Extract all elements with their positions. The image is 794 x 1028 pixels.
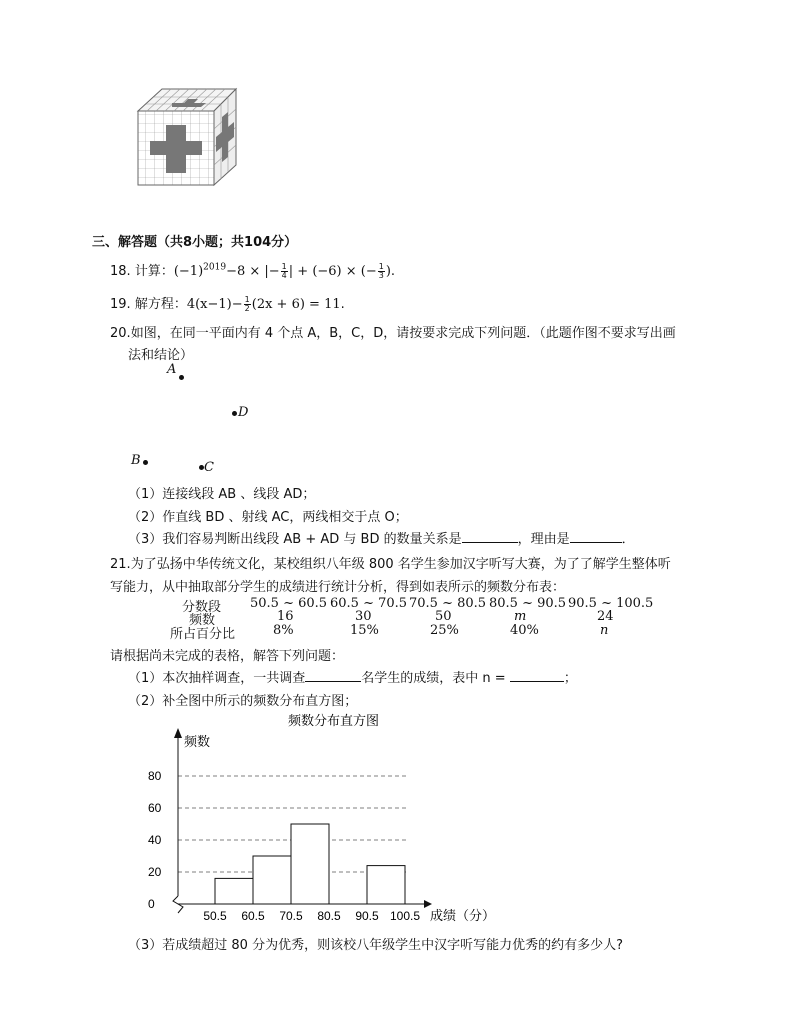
x-tick-label: 50.5 xyxy=(203,909,227,923)
q20-sub3 xyxy=(128,528,635,547)
q21-sub1-b: 名学生的成绩，表中 n = xyxy=(361,671,510,686)
q19-fraction: $\frac{1}{2}$ xyxy=(244,295,250,313)
question-18: 18. 计算：$(-1)^{2019}-8$ × |− $\frac{1}{4}$ | + (−6) × (− $\frac{1}{3}$ ). xyxy=(110,262,396,280)
q20-answer-blank-1[interactable] xyxy=(462,530,518,543)
table-pct-cell: 8% xyxy=(273,623,294,638)
table-freq-cell: 30 xyxy=(355,609,372,624)
q20-text-line2: 法和结论） xyxy=(128,348,194,363)
q20-sub2: （2）作直线 BD 、射线 AC，两线相交于点 O； xyxy=(128,510,408,525)
point-a xyxy=(179,375,184,380)
q20-sub3-a: （3）我们容易判断出线段 AB + AD 与 BD 的数量关系是 xyxy=(128,532,462,547)
q18-abs-fraction: $\frac{1}{4}$ xyxy=(281,262,287,280)
histogram-bar xyxy=(253,856,291,904)
table-range-cell: 50.5 ~ 60.5 xyxy=(250,596,328,611)
table-range-cell: 60.5 ~ 70.5 xyxy=(330,596,408,611)
point-b xyxy=(143,460,148,465)
q20-number: 20. xyxy=(110,326,131,341)
table-pct-cell: n xyxy=(600,623,609,638)
table-freq-cell: 24 xyxy=(597,609,614,624)
histogram-bar xyxy=(367,866,405,904)
q18-expr-c: + (−6) × xyxy=(293,264,361,279)
y-tick-label: 20 xyxy=(148,865,162,879)
histogram-bar xyxy=(215,878,253,904)
q21-sub1 xyxy=(128,667,577,686)
x-tick-label: 80.5 xyxy=(317,909,341,923)
question-21-line1 xyxy=(110,553,671,572)
x-tick-label: 100.5 xyxy=(389,909,421,923)
y-tick-label: 80 xyxy=(148,769,162,783)
x-axis-label: 成绩（分） xyxy=(430,909,496,924)
q20-sub1: （1）连接线段 AB 、线段 AD； xyxy=(128,487,316,502)
x-tick-label: 90.5 xyxy=(355,909,379,923)
point-d xyxy=(232,411,237,416)
section-title: 三、解答题（共8小题；共104分） xyxy=(92,235,298,250)
y-axis-arrow xyxy=(174,728,182,738)
q19-end: . xyxy=(340,297,345,312)
cube-figure xyxy=(136,87,246,187)
q18-exponent: 2019 xyxy=(203,262,227,273)
q18-paren-fraction: $\frac{1}{3}$ xyxy=(378,262,384,280)
table-pct-cell: 40% xyxy=(510,623,539,638)
q21-sub1-c: ； xyxy=(563,671,577,686)
question-20-line1 xyxy=(110,322,676,341)
table-freq-cell: 50 xyxy=(435,609,452,624)
y-tick-label: 0 xyxy=(148,897,155,911)
question-19 xyxy=(110,293,345,313)
q18-expr-a: (−1) xyxy=(173,264,204,279)
q18-number: 18. xyxy=(110,264,131,279)
table-row-label-pct: 所占百分比 xyxy=(170,627,236,642)
y-tick-label: 60 xyxy=(148,801,162,815)
y-axis-label: 频数 xyxy=(184,735,211,750)
q21-sub3: （3）若成绩超过 80 分为优秀，则该校八年级学生中汉字听写能力优秀的约有多少人? xyxy=(128,938,623,953)
q19-expr-a: 4(x−1)− xyxy=(186,297,243,312)
q21-text-line2: 写能力，从中抽取部分学生的成绩进行统计分析，得到如表所示的频数分布表： xyxy=(110,580,566,595)
histogram-chart xyxy=(140,708,520,928)
q18-end: . xyxy=(390,264,396,279)
q21-sub1-a: （1）本次抽样调查，一共调查 xyxy=(128,671,306,686)
q21-instruction: 请根据尚未完成的表格，解答下列问题： xyxy=(110,649,345,664)
q19-prefix: 解方程： xyxy=(134,297,187,312)
q21-text-line1: 为了弘扬中华传统文化，某校组织八年级 800 名学生参加汉字听写大赛，为了了解学生整体听 xyxy=(130,557,671,572)
q20-sub3-b: ，理由是 xyxy=(517,532,570,547)
table-range-cell: 90.5 ~ 100.5 xyxy=(568,596,654,611)
q21-number: 21. xyxy=(110,557,131,572)
point-a-label: A xyxy=(167,362,177,377)
table-freq-cell: 16 xyxy=(277,609,294,624)
table-range-cell: 70.5 ~ 80.5 xyxy=(409,596,487,611)
q20-answer-blank-2[interactable] xyxy=(570,530,622,543)
q21-answer-blank-1[interactable] xyxy=(305,669,361,682)
q18-prefix: 计算： xyxy=(134,264,174,279)
table-pct-cell: 15% xyxy=(350,623,379,638)
q18-expr-b: −8 × xyxy=(226,264,265,279)
q19-number: 19. xyxy=(110,297,131,312)
histogram-bar xyxy=(291,824,329,904)
point-c-label: C xyxy=(204,460,214,475)
point-b-label: B xyxy=(131,453,141,468)
table-row-label-range: 分数段 xyxy=(182,600,222,615)
table-pct-cell: 25% xyxy=(430,623,459,638)
q21-sub2: （2）补全图中所示的频数分布直方图； xyxy=(128,694,358,709)
table-freq-cell: m xyxy=(514,609,527,624)
y-tick-label: 40 xyxy=(148,833,162,847)
point-d-label: D xyxy=(238,405,249,420)
q20-sub3-c: ． xyxy=(621,532,635,547)
table-range-cell: 80.5 ~ 90.5 xyxy=(489,596,567,611)
x-tick-label: 70.5 xyxy=(279,909,303,923)
q20-text-line1: 如图，在同一平面内有 4 个点 A，B，C，D，请按要求完成下列问题．（此题作图不要求写出画 xyxy=(130,326,676,341)
q21-answer-blank-2[interactable] xyxy=(510,669,564,682)
table-row-label-freq: 频数 xyxy=(189,613,216,628)
chart-title: 频数分布直方图 xyxy=(288,714,380,729)
q19-expr-b: (2x + 6) = 11 xyxy=(251,297,341,312)
x-tick-label: 60.5 xyxy=(241,909,265,923)
x-axis-arrow xyxy=(424,900,432,908)
